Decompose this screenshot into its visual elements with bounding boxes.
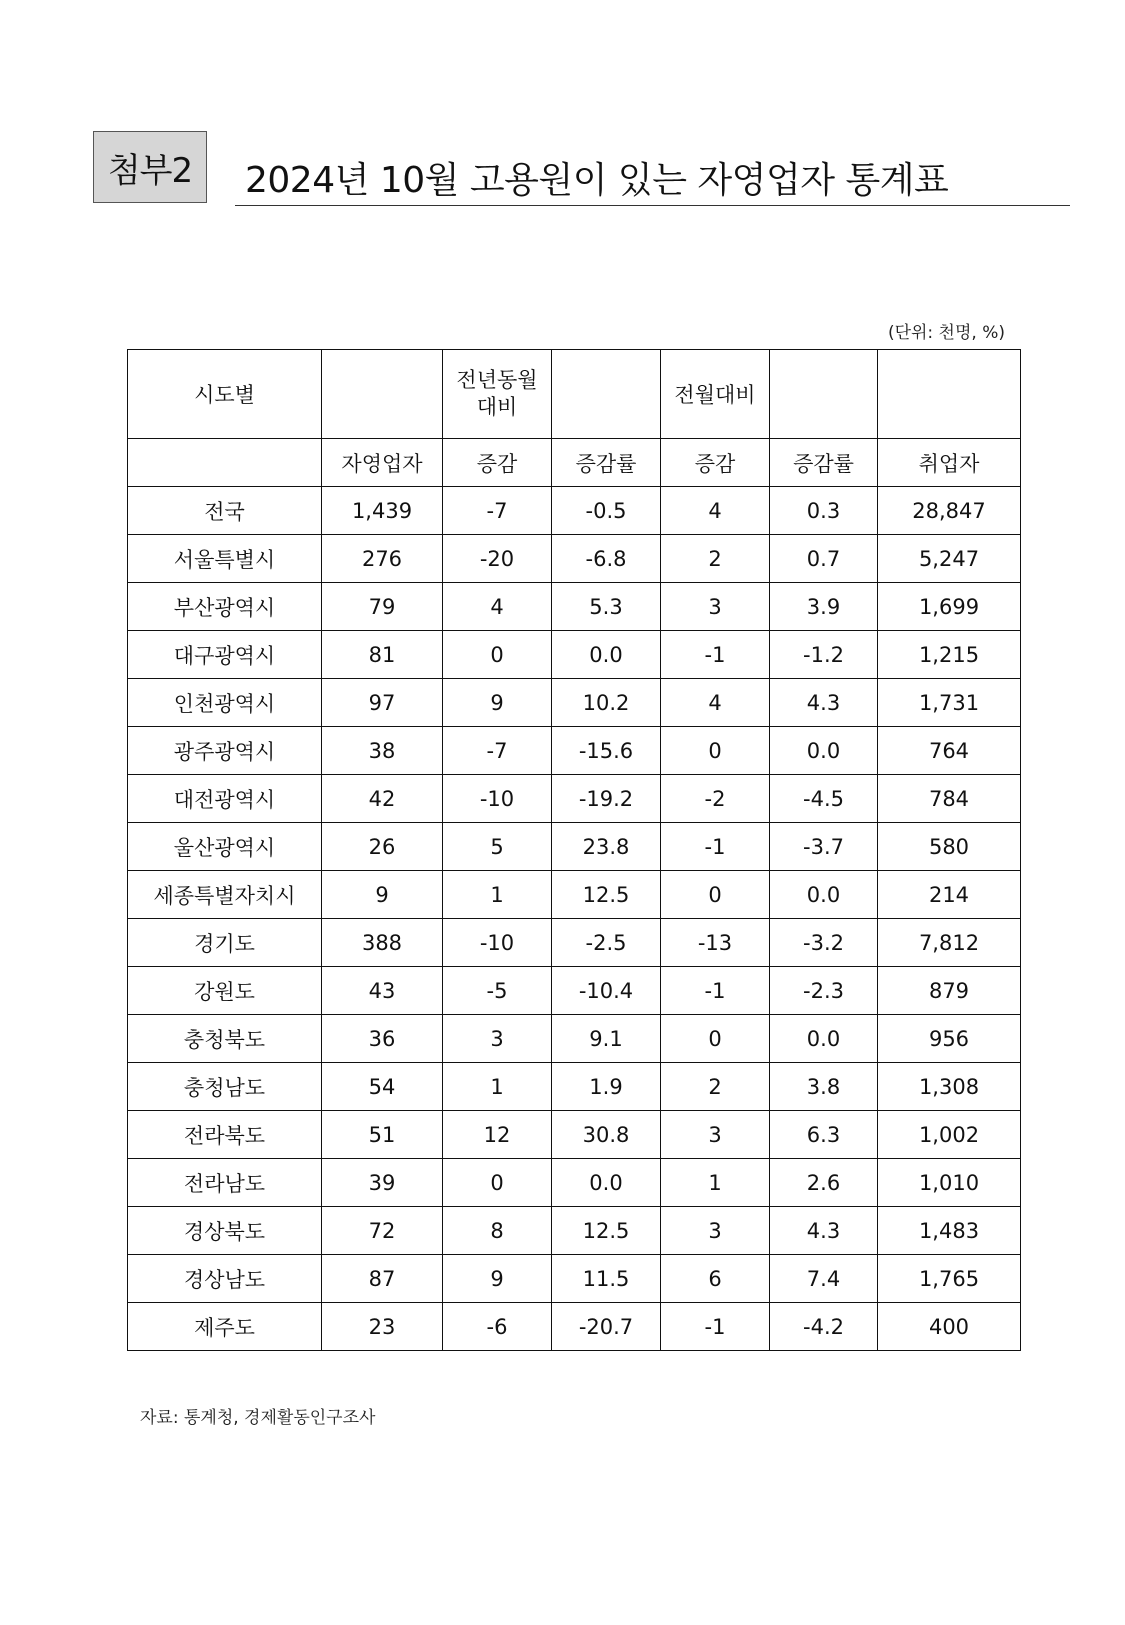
cell-yoy-rate: -20.7 (552, 1303, 661, 1351)
cell-mom-change: -1 (661, 631, 770, 679)
cell-region: 경상남도 (128, 1255, 322, 1303)
attachment-badge (93, 131, 207, 203)
cell-mom-change: 1 (661, 1159, 770, 1207)
cell-yoy-rate: -2.5 (552, 919, 661, 967)
cell-employed: 784 (878, 775, 1021, 823)
cell-employed: 879 (878, 967, 1021, 1015)
cell-region: 경기도 (128, 919, 322, 967)
cell-mom-change: -1 (661, 967, 770, 1015)
cell-yoy-change: -5 (443, 967, 552, 1015)
cell-employed: 400 (878, 1303, 1021, 1351)
table-row (128, 631, 1021, 679)
cell-mom-change: 4 (661, 487, 770, 535)
cell-region: 충청북도 (128, 1015, 322, 1063)
cell-yoy-change: -6 (443, 1303, 552, 1351)
cell-region: 전라남도 (128, 1159, 322, 1207)
header-yoy-line2: 대비 (476, 395, 518, 419)
cell-yoy-change: 9 (443, 1255, 552, 1303)
cell-region: 전라북도 (128, 1111, 322, 1159)
cell-self-employed: 43 (322, 967, 443, 1015)
cell-region: 전국 (128, 487, 322, 535)
cell-yoy-change: 1 (443, 871, 552, 919)
cell-mom-rate: 0.3 (770, 487, 878, 535)
cell-employed: 1,765 (878, 1255, 1021, 1303)
cell-employed: 1,002 (878, 1111, 1021, 1159)
cell-mom-rate: -2.3 (770, 967, 878, 1015)
cell-yoy-rate: 11.5 (552, 1255, 661, 1303)
cell-yoy-rate: 10.2 (552, 679, 661, 727)
table-row (128, 1303, 1021, 1351)
cell-mom-change: -2 (661, 775, 770, 823)
cell-region: 광주광역시 (128, 727, 322, 775)
cell-mom-change: -1 (661, 823, 770, 871)
cell-region: 인천광역시 (128, 679, 322, 727)
cell-employed: 1,699 (878, 583, 1021, 631)
header-empty-cell (552, 350, 661, 439)
cell-employed: 764 (878, 727, 1021, 775)
table-row (128, 871, 1021, 919)
table-row (128, 823, 1021, 871)
cell-yoy-rate: -19.2 (552, 775, 661, 823)
cell-mom-rate: -4.5 (770, 775, 878, 823)
cell-self-employed: 1,439 (322, 487, 443, 535)
cell-mom-rate: -1.2 (770, 631, 878, 679)
cell-yoy-rate: 12.5 (552, 1207, 661, 1255)
cell-mom-rate: 0.7 (770, 535, 878, 583)
cell-self-employed: 276 (322, 535, 443, 583)
cell-mom-change: 4 (661, 679, 770, 727)
cell-mom-rate: 0.0 (770, 727, 878, 775)
cell-yoy-change: -10 (443, 775, 552, 823)
cell-yoy-rate: 0.0 (552, 1159, 661, 1207)
cell-self-employed: 79 (322, 583, 443, 631)
source-note: 자료: 통계청, 경제활동인구조사 (140, 1408, 376, 1428)
cell-region: 제주도 (128, 1303, 322, 1351)
cell-employed: 1,308 (878, 1063, 1021, 1111)
cell-yoy-change: 4 (443, 583, 552, 631)
table-row (128, 967, 1021, 1015)
cell-yoy-rate: -6.8 (552, 535, 661, 583)
cell-yoy-rate: 1.9 (552, 1063, 661, 1111)
cell-mom-change: 3 (661, 1111, 770, 1159)
table-header-row-sub (128, 439, 1021, 487)
cell-mom-change: -1 (661, 1303, 770, 1351)
cell-mom-change: 2 (661, 1063, 770, 1111)
cell-self-employed: 388 (322, 919, 443, 967)
cell-region: 경상북도 (128, 1207, 322, 1255)
header-yoy-rate: 증감률 (552, 439, 661, 487)
cell-region: 충청남도 (128, 1063, 322, 1111)
cell-yoy-rate: -10.4 (552, 967, 661, 1015)
cell-employed: 28,847 (878, 487, 1021, 535)
cell-mom-change: 0 (661, 871, 770, 919)
cell-mom-rate: 7.4 (770, 1255, 878, 1303)
cell-self-employed: 23 (322, 1303, 443, 1351)
table-row (128, 919, 1021, 967)
cell-self-employed: 39 (322, 1159, 443, 1207)
cell-region: 대구광역시 (128, 631, 322, 679)
cell-mom-rate: 4.3 (770, 1207, 878, 1255)
cell-yoy-change: -20 (443, 535, 552, 583)
table-row (128, 1159, 1021, 1207)
cell-mom-rate: 0.0 (770, 871, 878, 919)
cell-mom-change: 3 (661, 583, 770, 631)
cell-mom-change: 3 (661, 1207, 770, 1255)
cell-employed: 580 (878, 823, 1021, 871)
cell-self-employed: 54 (322, 1063, 443, 1111)
table-row (128, 775, 1021, 823)
cell-yoy-rate: 0.0 (552, 631, 661, 679)
header-empty-cell (322, 350, 443, 439)
cell-mom-change: 0 (661, 1015, 770, 1063)
table-row (128, 1207, 1021, 1255)
table-row (128, 487, 1021, 535)
cell-self-employed: 42 (322, 775, 443, 823)
attachment-badge-label: 첨부2 (107, 150, 193, 191)
cell-self-employed: 9 (322, 871, 443, 919)
cell-self-employed: 36 (322, 1015, 443, 1063)
cell-mom-rate: -4.2 (770, 1303, 878, 1351)
cell-self-employed: 38 (322, 727, 443, 775)
cell-yoy-change: 9 (443, 679, 552, 727)
table-row (128, 1111, 1021, 1159)
cell-yoy-change: 0 (443, 631, 552, 679)
table-row (128, 583, 1021, 631)
header-yoy-line1: 전년동월 (456, 368, 538, 392)
cell-mom-rate: 3.8 (770, 1063, 878, 1111)
cell-self-employed: 72 (322, 1207, 443, 1255)
cell-yoy-rate: 12.5 (552, 871, 661, 919)
table-header-row-top (128, 350, 1021, 439)
cell-region: 대전광역시 (128, 775, 322, 823)
cell-yoy-change: 5 (443, 823, 552, 871)
cell-region: 세종특별자치시 (128, 871, 322, 919)
cell-mom-change: 0 (661, 727, 770, 775)
cell-employed: 1,010 (878, 1159, 1021, 1207)
cell-employed: 7,812 (878, 919, 1021, 967)
cell-yoy-rate: 5.3 (552, 583, 661, 631)
cell-mom-rate: -3.2 (770, 919, 878, 967)
cell-region: 울산광역시 (128, 823, 322, 871)
stats-table (127, 349, 1021, 1351)
page-title: 2024년 10월 고용원이 있는 자영업자 통계표 (245, 160, 949, 201)
cell-yoy-change: -7 (443, 727, 552, 775)
cell-self-employed: 51 (322, 1111, 443, 1159)
cell-region: 강원도 (128, 967, 322, 1015)
table-row (128, 1255, 1021, 1303)
cell-yoy-rate: -15.6 (552, 727, 661, 775)
table-row (128, 1015, 1021, 1063)
cell-yoy-rate: -0.5 (552, 487, 661, 535)
table-row (128, 679, 1021, 727)
cell-employed: 1,215 (878, 631, 1021, 679)
cell-region: 서울특별시 (128, 535, 322, 583)
table-row (128, 727, 1021, 775)
cell-mom-rate: 0.0 (770, 1015, 878, 1063)
cell-mom-rate: 2.6 (770, 1159, 878, 1207)
header-self-employed: 자영업자 (322, 439, 443, 487)
cell-yoy-change: 12 (443, 1111, 552, 1159)
cell-employed: 5,247 (878, 535, 1021, 583)
cell-self-employed: 97 (322, 679, 443, 727)
cell-mom-rate: 4.3 (770, 679, 878, 727)
cell-mom-rate: 6.3 (770, 1111, 878, 1159)
table-row (128, 535, 1021, 583)
unit-note: (단위: 천명, %) (887, 323, 1005, 343)
cell-region: 부산광역시 (128, 583, 322, 631)
title-underline (235, 205, 1070, 206)
header-empty-cell (770, 350, 878, 439)
header-yoy (443, 350, 552, 439)
header-yoy-change: 증감 (443, 439, 552, 487)
header-mom-rate: 증감률 (770, 439, 878, 487)
header-employed: 취업자 (878, 439, 1021, 487)
cell-mom-rate: -3.7 (770, 823, 878, 871)
cell-employed: 956 (878, 1015, 1021, 1063)
cell-employed: 1,731 (878, 679, 1021, 727)
cell-yoy-change: 0 (443, 1159, 552, 1207)
cell-self-employed: 26 (322, 823, 443, 871)
cell-yoy-change: 8 (443, 1207, 552, 1255)
cell-yoy-change: -7 (443, 487, 552, 535)
header-sub-empty (128, 439, 322, 487)
cell-yoy-change: -10 (443, 919, 552, 967)
cell-yoy-change: 3 (443, 1015, 552, 1063)
cell-yoy-rate: 9.1 (552, 1015, 661, 1063)
cell-employed: 1,483 (878, 1207, 1021, 1255)
cell-self-employed: 81 (322, 631, 443, 679)
cell-yoy-change: 1 (443, 1063, 552, 1111)
cell-mom-change: 2 (661, 535, 770, 583)
cell-employed: 214 (878, 871, 1021, 919)
cell-self-employed: 87 (322, 1255, 443, 1303)
header-mom-change: 증감 (661, 439, 770, 487)
table-row (128, 1063, 1021, 1111)
cell-mom-change: 6 (661, 1255, 770, 1303)
cell-mom-rate: 3.9 (770, 583, 878, 631)
header-mom: 전월대비 (661, 350, 770, 439)
cell-yoy-rate: 23.8 (552, 823, 661, 871)
cell-mom-change: -13 (661, 919, 770, 967)
header-region: 시도별 (128, 350, 322, 439)
cell-yoy-rate: 30.8 (552, 1111, 661, 1159)
header-empty-cell (878, 350, 1021, 439)
